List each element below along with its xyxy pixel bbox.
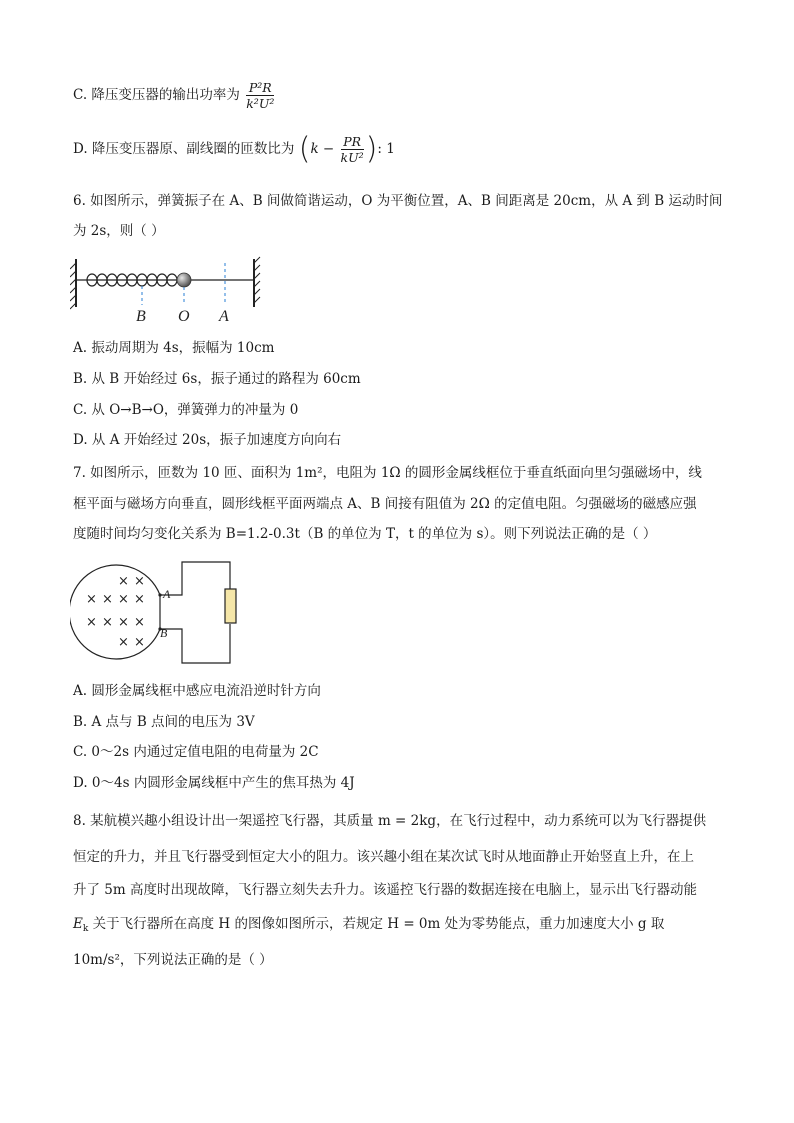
q8-stem-line4 — [73, 915, 664, 938]
label-a: A — [219, 308, 229, 325]
svg-text:×: × — [102, 592, 113, 607]
q8-ek-subscript: k — [82, 924, 89, 934]
q8-stem-line5: 10m/s²，下列说法正确的是（ ） — [73, 952, 273, 968]
q7-stem-line3: 度随时间均匀变化关系为 B=1.2-0.3t（B 的单位为 T，t 的单位为 s）。则下列说法正确的是（ ） — [73, 526, 657, 542]
q5-option-c-denominator: k²U² — [246, 96, 275, 111]
q5-option-d: D. 降压变压器原、副线圈的匝数比为 (k − $\frac{PR}{\text{kU²}}$ ): 1 — [73, 131, 395, 167]
q5-option-d-text: D. 降压变压器原、副线圈的匝数比为 — [73, 141, 295, 157]
svg-text:×: × — [102, 615, 113, 630]
q7-option-d: D. 0～4s 内圆形金属线框中产生的焦耳热为 4J — [73, 775, 355, 791]
resistor — [225, 589, 236, 623]
q5-option-d-fraction — [341, 134, 364, 165]
q5-option-d-k: k − — [310, 141, 335, 157]
label-b: B — [160, 626, 168, 640]
magnetic-field-cross-icons — [86, 574, 145, 650]
q5-option-c-fraction — [246, 80, 274, 111]
q6-stem-line1: 6. 如图所示，弹簧振子在 A、B 间做简谐运动，O 为平衡位置，A、B 间距离是 20cm，从 A 到 B 运动时间 — [73, 193, 723, 209]
svg-text:×: × — [134, 615, 145, 630]
q6-option-c: C. 从 O→B→O，弹簧弹力的冲量为 0 — [73, 402, 299, 418]
q7-option-a: A. 圆形金属线框中感应电流沿逆时针方向 — [73, 683, 321, 699]
label-o: O — [178, 308, 190, 325]
oscillator-ball — [177, 273, 191, 287]
q8-stem-line3: 升了 5m 高度时出现故障，飞行器立刻失去升力。该遥控飞行器的数据连接在电脑上，显示出飞行器动能 — [73, 882, 697, 898]
svg-text:×: × — [134, 592, 145, 607]
q6-stem-line2: 为 2s，则（ ） — [73, 223, 165, 239]
q6-option-a: A. 振动周期为 4s，振幅为 10cm — [73, 340, 275, 356]
q5-option-c — [73, 80, 276, 111]
svg-text:×: × — [86, 592, 97, 607]
spring-oscillator-figure — [70, 255, 270, 325]
svg-text:×: × — [118, 615, 129, 630]
svg-text:×: × — [118, 635, 129, 650]
svg-text:×: × — [118, 592, 129, 607]
q7-stem-line2: 框平面与磁场方向垂直，圆形线框平面两端点 A、B 间接有阻值为 2Ω 的定值电阻。匀强磁场的磁感应强 — [73, 496, 697, 512]
q8-stem-line1: 8. 某航模兴趣小组设计出一架遥控飞行器，其质量 m = 2kg，在飞行过程中，动力系统可以为飞行器提供 — [73, 813, 707, 829]
q5-option-d-ratio: : 1 — [377, 141, 395, 157]
q6-option-d: D. 从 A 开始经过 20s，振子加速度方向向右 — [73, 432, 342, 448]
q6-option-b: B. 从 B 开始经过 6s，振子通过的路程为 60cm — [73, 371, 361, 387]
q5-option-d-denominator: kU² — [340, 150, 364, 165]
svg-text:×: × — [134, 574, 145, 589]
q5-option-c-numerator: P²R — [246, 80, 274, 96]
q8-stem-line4-text: 关于飞行器所在高度 H 的图像如图所示，若规定 H = 0m 处为零势能点，重力加速度大小 g 取 — [88, 916, 665, 932]
q8-stem-line2: 恒定的升力，并且飞行器受到恒定大小的阻力。该兴趣小组在某次试飞时从地面静止开始竖直上升，在上 — [73, 849, 694, 865]
q8-ek-symbol: E — [73, 916, 83, 932]
svg-text:×: × — [134, 635, 145, 650]
label-a: A — [163, 587, 171, 601]
label-b: B — [136, 308, 146, 325]
circular-coil-circuit-figure — [70, 560, 250, 672]
q5-option-d-numerator: PR — [341, 134, 364, 150]
q5-option-c-text: C. 降压变压器的输出功率为 — [73, 87, 240, 103]
svg-text:×: × — [86, 615, 97, 630]
q7-stem-line1: 7. 如图所示，匝数为 10 匝、面积为 1m²，电阻为 1Ω 的圆形金属线框位于垂直纸面向里匀强磁场中，线 — [73, 465, 702, 481]
svg-text:×: × — [118, 574, 129, 589]
q7-option-c: C. 0～2s 内通过定值电阻的电荷量为 2C — [73, 744, 319, 760]
q7-option-b: B. A 点与 B 点间的电压为 3V — [73, 714, 255, 730]
